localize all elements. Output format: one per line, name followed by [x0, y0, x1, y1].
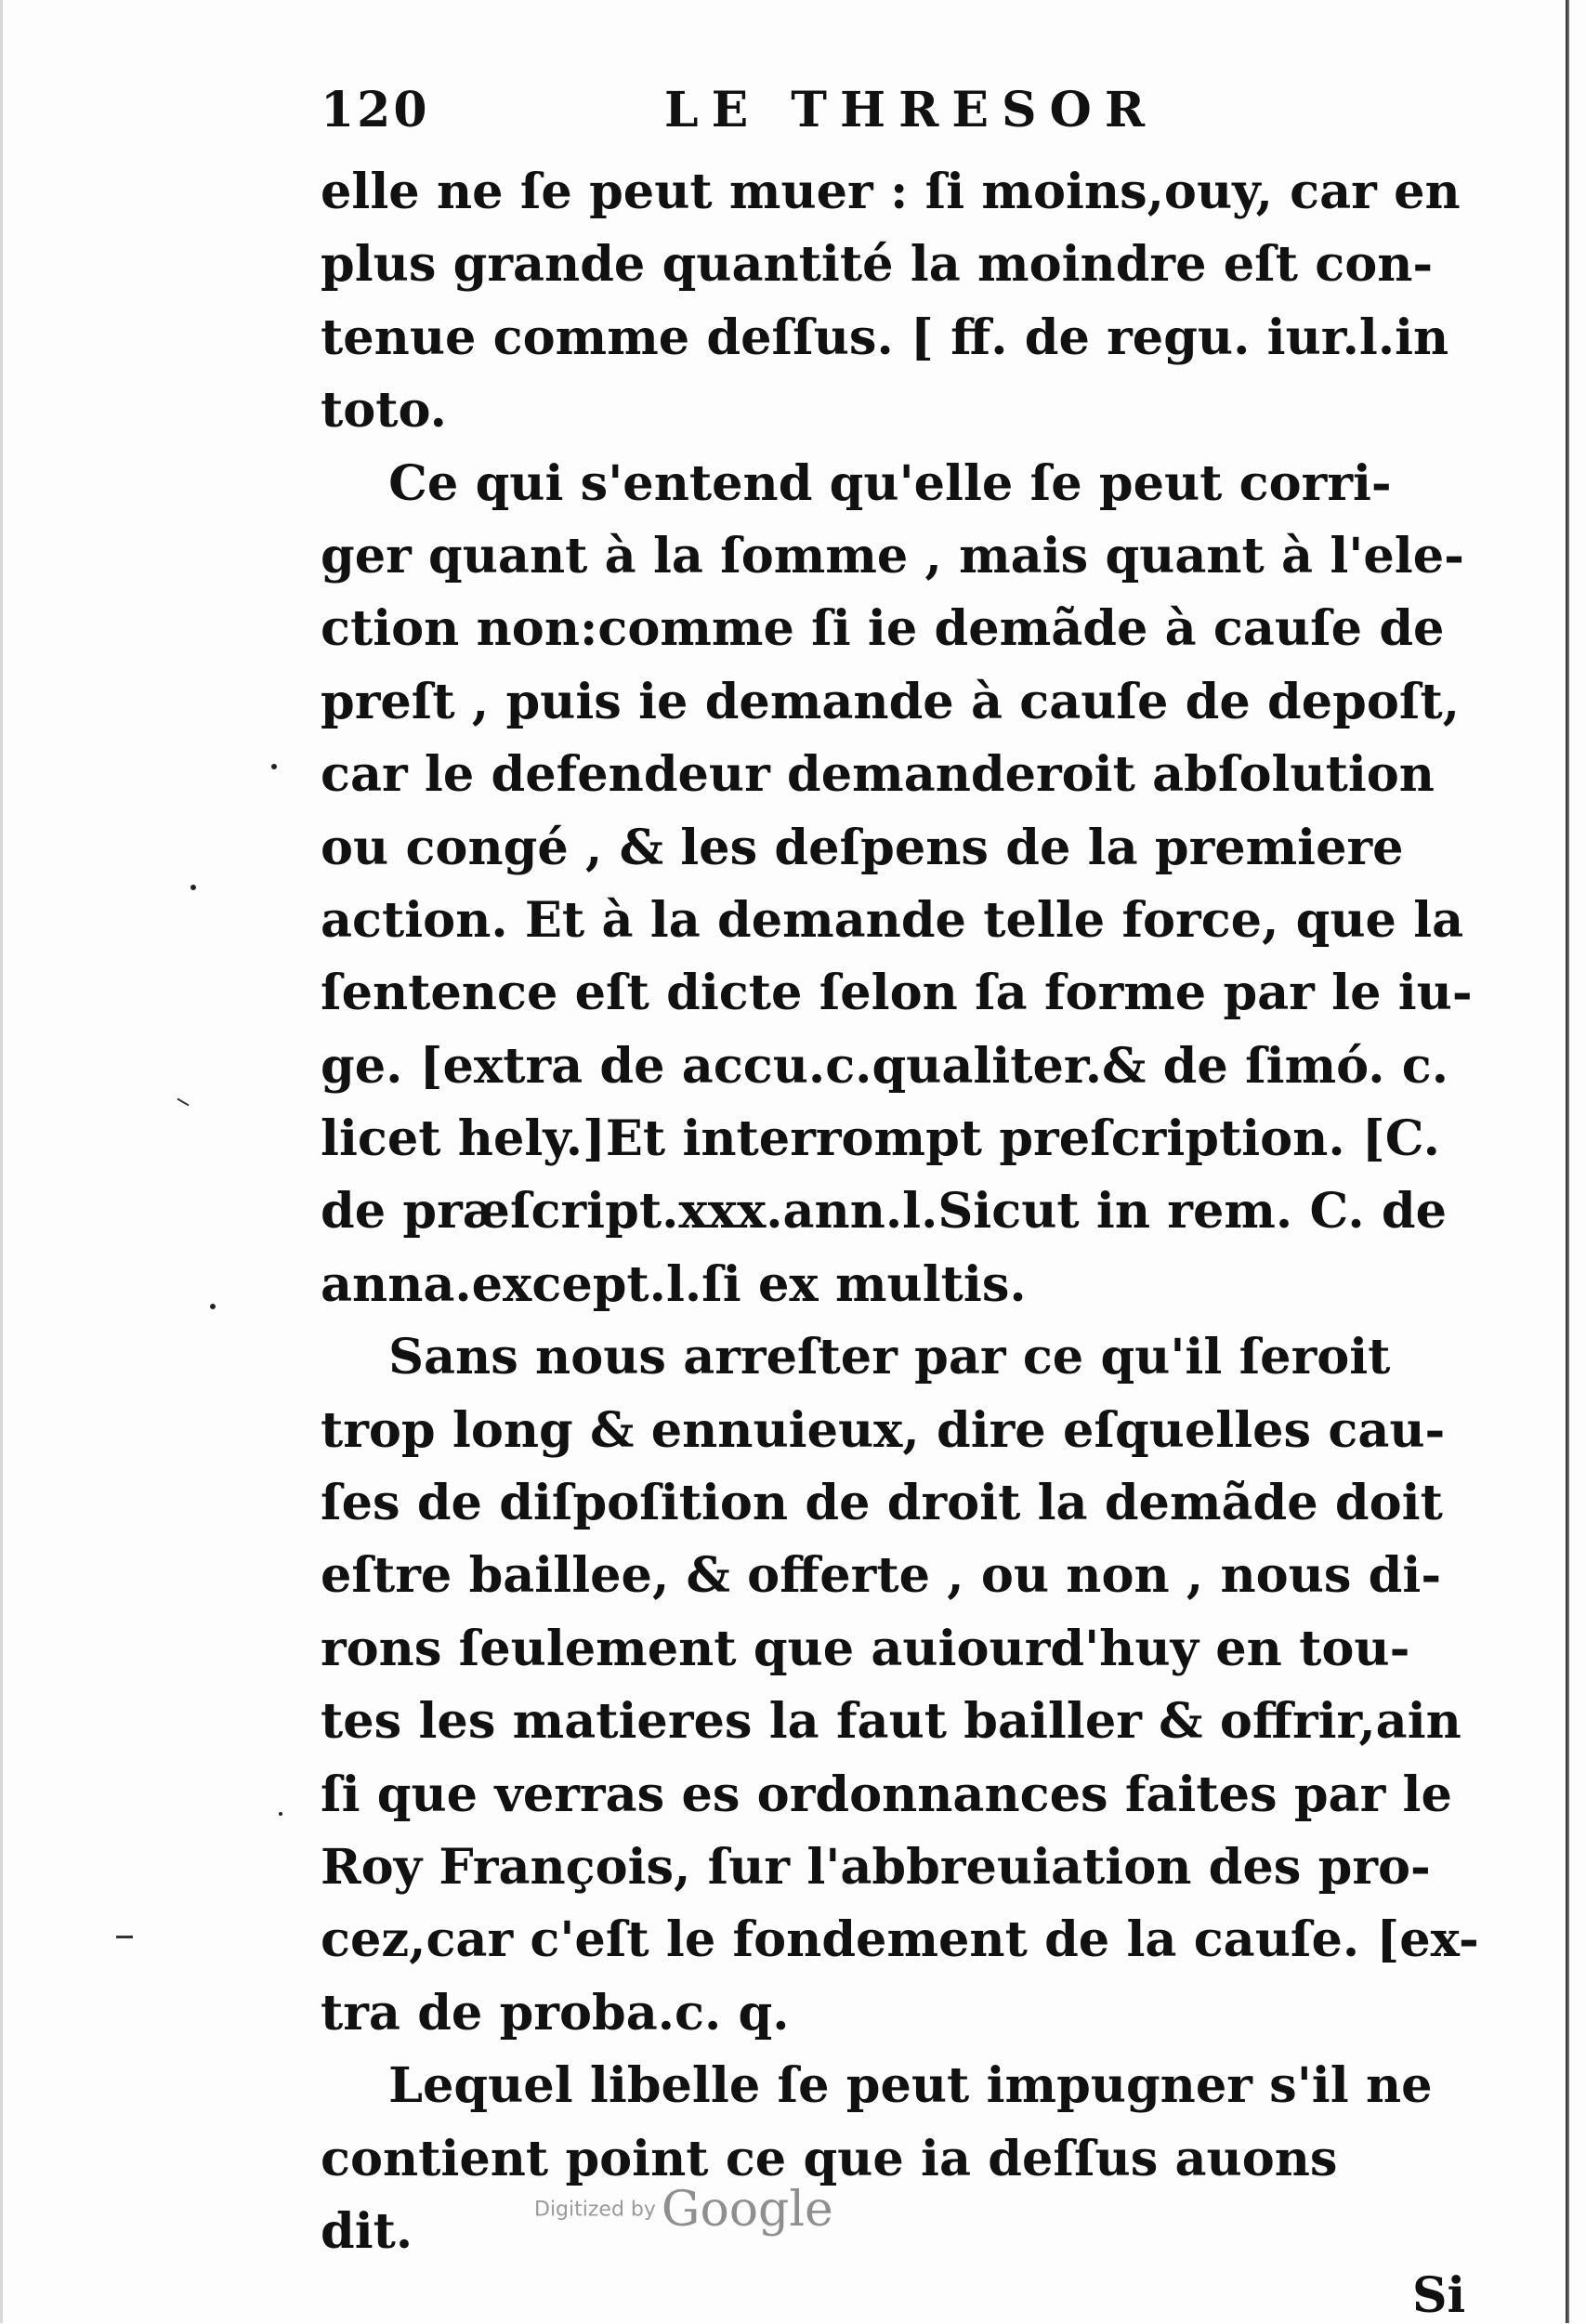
text-line: tra de proba.c. q.	[321, 1984, 790, 2042]
text-line: tenue comme deſſus. [ ff. de regu. iur.l.in	[321, 309, 1449, 366]
text-line: cez,car c'eſt le fondement de la cauſe. [ex-	[321, 1911, 1479, 1969]
text-line: ſentence eſt dicte ſelon ſa forme par le iu-	[321, 965, 1473, 1022]
running-title: LE THRESOR	[664, 82, 1159, 138]
text-line: ſi que verras es ordonnances faites par le	[321, 1766, 1452, 1823]
digitized-watermark	[534, 2182, 833, 2238]
ink-dash	[116, 1936, 133, 1938]
text-line: ou congé , & les deſpens de la premiere	[321, 819, 1404, 876]
text-line: dit.	[321, 2202, 413, 2260]
text-line: licet hely.]Et interrompt preſcription. [C.	[321, 1110, 1440, 1168]
text-line: de præſcript.xxx.ann.l.Sicut in rem. C. de	[321, 1183, 1447, 1241]
watermark-brand: Google	[661, 2182, 833, 2238]
text-line: eſtre baillee, & offerte , ou non , nous di-	[321, 1547, 1442, 1605]
ink-speck	[271, 764, 277, 769]
text-line: tes les matieres la faut bailler & offrir,ain	[321, 1693, 1461, 1751]
text-line: trop long & ennuieux, dire eſquelles cau-	[321, 1401, 1446, 1459]
text-line: action. Et à la demande telle force, que la	[321, 891, 1464, 949]
page-number: 120	[321, 82, 430, 138]
paragraph-start-line: Ce qui s'entend qu'elle ſe peut corri-	[321, 454, 1392, 512]
paragraph-start-line: Lequel libelle ſe peut impugner s'il ne	[321, 2057, 1433, 2115]
text-line: ction non:comme ſi ie demãde à cauſe de	[321, 600, 1445, 658]
ink-speck	[190, 885, 196, 890]
page-right-edge	[1566, 0, 1569, 2323]
catchword: Si	[1412, 2267, 1466, 2324]
text-line: ge. [extra de accu.c.qualiter.& de ſimó. c.	[321, 1037, 1449, 1095]
text-line: contient point ce que ia deſſus auons	[321, 2130, 1338, 2187]
text-line: elle ne ſe peut muer : ſi moins,ouy, car en	[321, 164, 1461, 220]
watermark-prefix: Digitized by	[534, 2198, 656, 2222]
ink-speck	[279, 1812, 282, 1816]
text-line: plus grande quantité la moindre eſt con-	[321, 236, 1434, 294]
text-line: preſt , puis ie demande à cauſe de depoſt,	[321, 673, 1461, 730]
text-line: car le defendeur demanderoit abſolution	[321, 746, 1435, 804]
text-line: Roy François, ſur l'abbreuiation des pro-	[321, 1838, 1431, 1896]
ink-speck	[210, 1304, 216, 1309]
text-line: anna.except.l.ſi ex multis.	[321, 1255, 1027, 1313]
ink-dash	[177, 1098, 189, 1107]
body-text	[321, 156, 1479, 2268]
text-line: ger quant à la ſomme , mais quant à l'ele-	[321, 527, 1464, 584]
text-line: rons ſeulement que auiourd'huy en tou-	[321, 1620, 1410, 1677]
paragraph-start-line: Sans nous arreſter par ce qu'il ſeroit	[321, 1329, 1391, 1386]
page-left-edge	[0, 0, 3, 2323]
page-header	[321, 82, 1203, 147]
text-line: ſes de diſpoſition de droit la demãde doit	[321, 1475, 1443, 1532]
text-line: toto.	[321, 382, 447, 440]
